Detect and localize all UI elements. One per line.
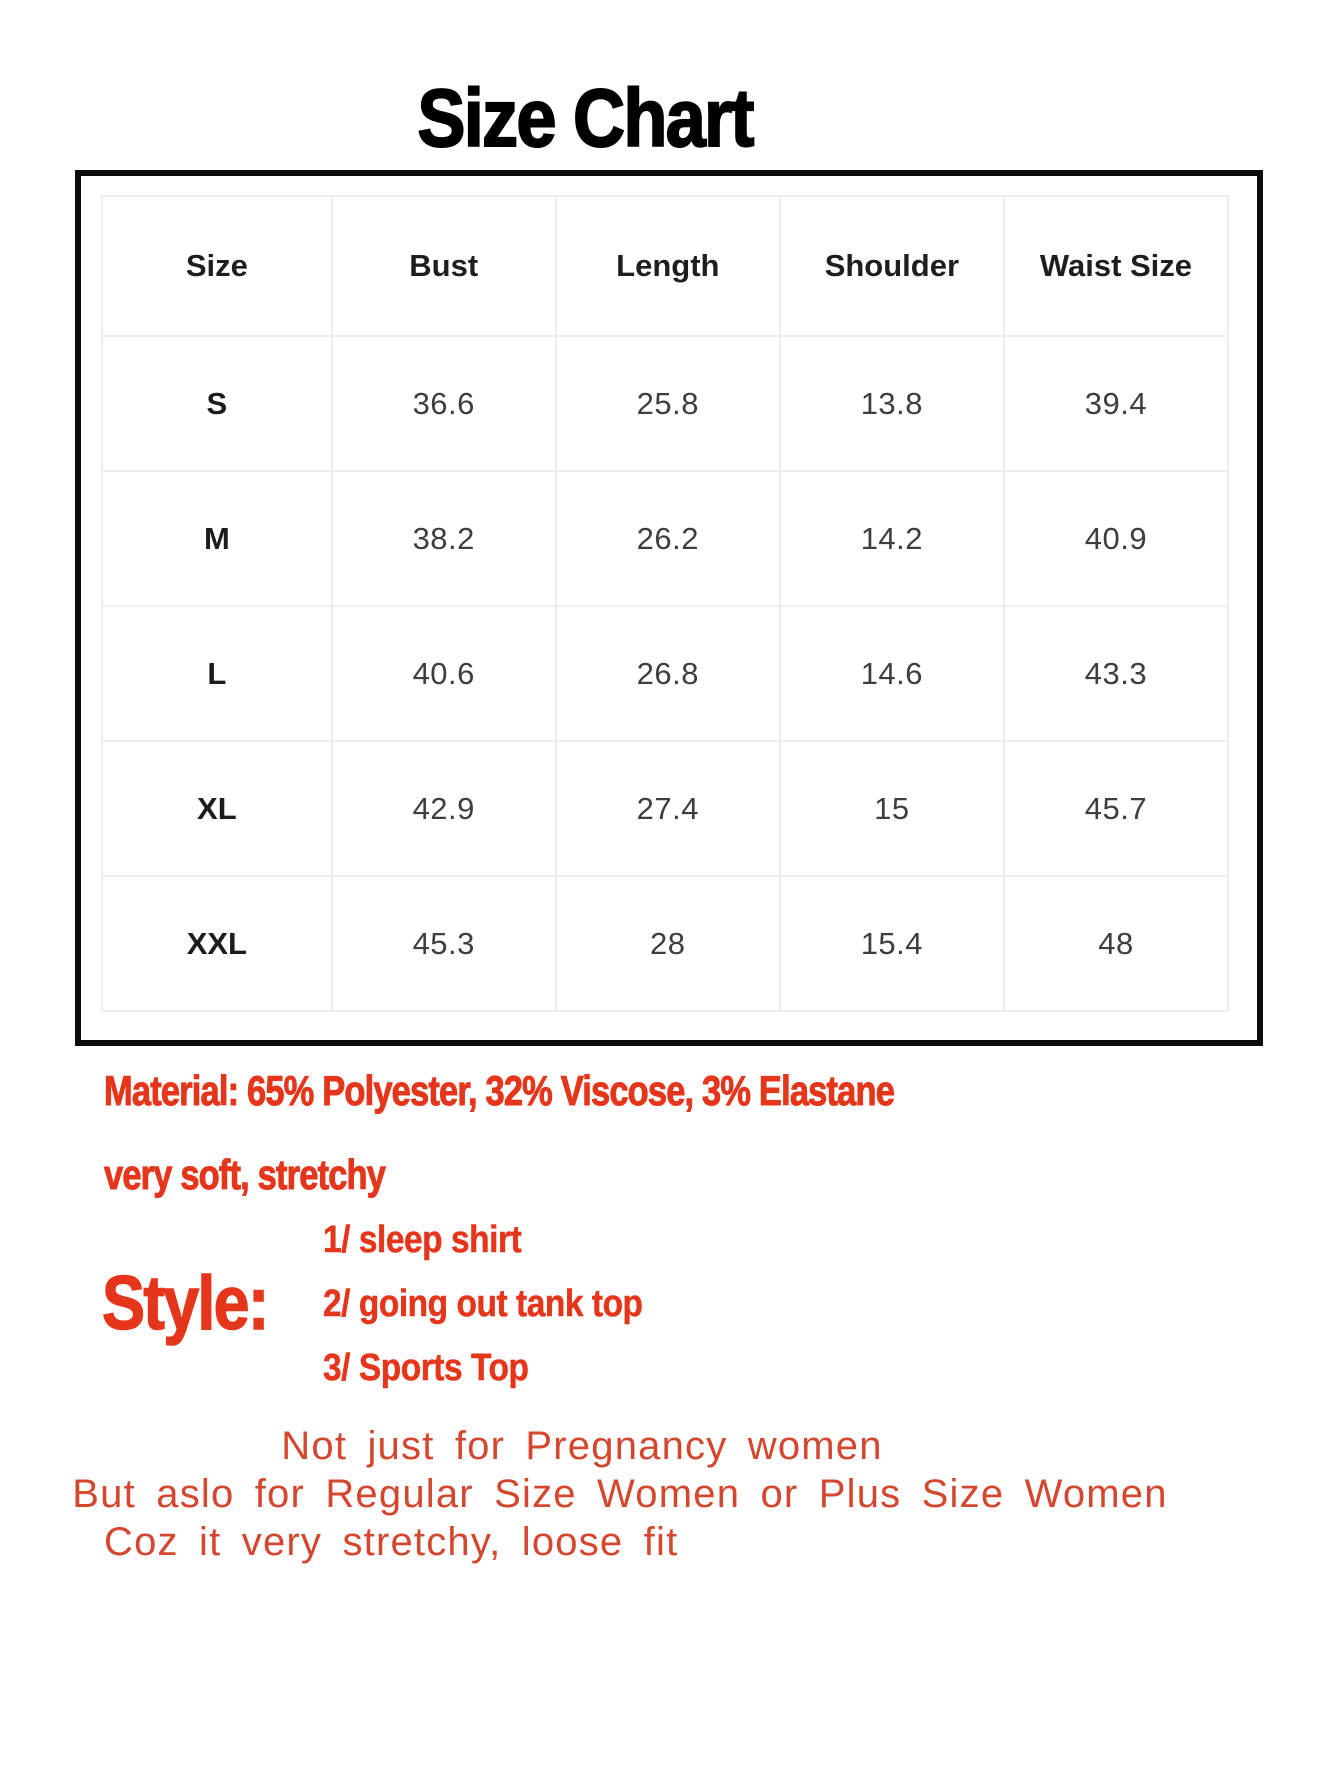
size-label-cell: L xyxy=(102,606,332,741)
value-cell: 27.4 xyxy=(556,741,780,876)
size-table-frame xyxy=(75,170,1263,1046)
style-item-2: 2/ going out tank top xyxy=(322,1283,643,1325)
col-header-size: Size xyxy=(102,196,332,336)
size-table xyxy=(101,195,1229,1012)
material-line: Material: 65% Polyester, 32% Viscose, 3% Elastane xyxy=(104,1067,895,1114)
size-label-cell: M xyxy=(102,471,332,606)
table-row-m xyxy=(102,471,1228,606)
material-softness-line: very soft, stretchy xyxy=(104,1151,386,1198)
col-header-waist: Waist Size xyxy=(1004,196,1228,336)
table-header-row xyxy=(102,196,1228,336)
value-cell: 14.6 xyxy=(780,606,1004,741)
value-cell: 28 xyxy=(556,876,780,1011)
col-header-length: Length xyxy=(556,196,780,336)
page-title: Size Chart xyxy=(417,73,753,164)
size-label-cell: XL xyxy=(102,741,332,876)
table-row-xl xyxy=(102,741,1228,876)
value-cell: 15.4 xyxy=(780,876,1004,1011)
notes-section xyxy=(58,1422,1182,1566)
size-label-cell: XXL xyxy=(102,876,332,1011)
value-cell: 15 xyxy=(780,741,1004,876)
note-line-stretchy: Coz it very stretchy, loose fit xyxy=(104,1520,679,1564)
size-label-cell: S xyxy=(102,336,332,471)
note-line-regular-plus: But aslo for Regular Size Women or Plus Size Women xyxy=(72,1472,1168,1516)
style-label: Style: xyxy=(102,1261,268,1346)
value-cell: 25.8 xyxy=(556,336,780,471)
value-cell: 39.4 xyxy=(1004,336,1228,471)
value-cell: 36.6 xyxy=(332,336,556,471)
value-cell: 13.8 xyxy=(780,336,1004,471)
value-cell: 45.7 xyxy=(1004,741,1228,876)
value-cell: 40.9 xyxy=(1004,471,1228,606)
value-cell: 42.9 xyxy=(332,741,556,876)
table-row-s xyxy=(102,336,1228,471)
value-cell: 48 xyxy=(1004,876,1228,1011)
style-section xyxy=(102,1218,686,1390)
value-cell: 45.3 xyxy=(332,876,556,1011)
value-cell: 26.2 xyxy=(556,471,780,606)
style-item-3: 3/ Sports Top xyxy=(322,1347,529,1389)
value-cell: 14.2 xyxy=(780,471,1004,606)
col-header-bust: Bust xyxy=(332,196,556,336)
table-row-l xyxy=(102,606,1228,741)
col-header-shoulder: Shoulder xyxy=(780,196,1004,336)
value-cell: 43.3 xyxy=(1004,606,1228,741)
style-item-list xyxy=(323,1218,686,1390)
note-line-pregnancy: Not just for Pregnancy women xyxy=(281,1424,883,1468)
value-cell: 38.2 xyxy=(332,471,556,606)
material-section xyxy=(104,1066,1067,1200)
style-item-1: 1/ sleep shirt xyxy=(322,1219,522,1261)
table-row-xxl xyxy=(102,876,1228,1011)
value-cell: 40.6 xyxy=(332,606,556,741)
value-cell: 26.8 xyxy=(556,606,780,741)
